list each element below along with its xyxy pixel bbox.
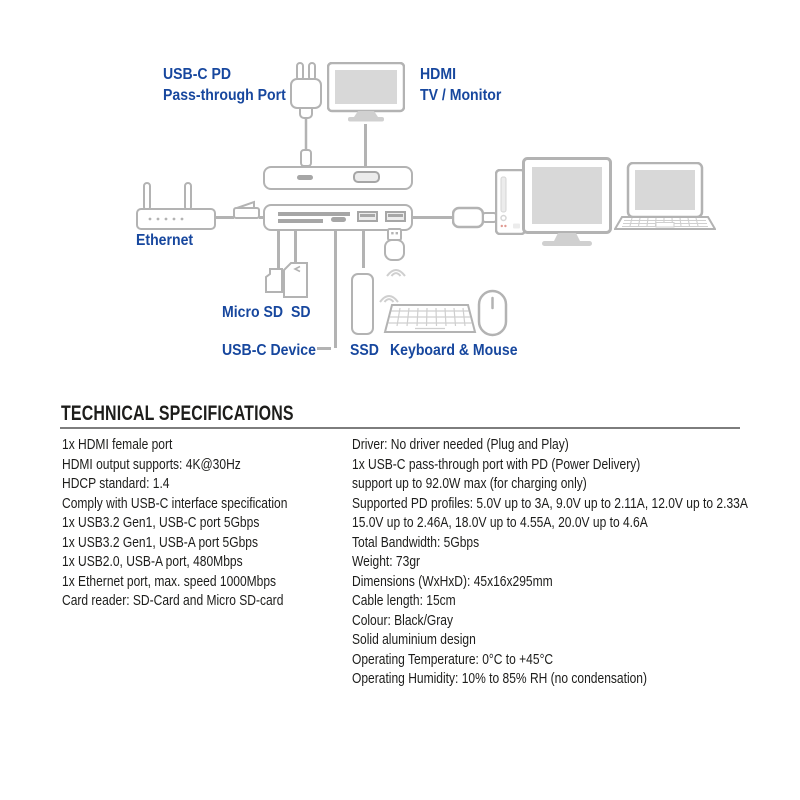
ssd-line: [362, 231, 365, 268]
specs-right-column: [352, 436, 800, 690]
micro-sd-label: Micro SD: [222, 304, 284, 321]
power-adapter-icon: [288, 62, 324, 168]
usb-dongle-icon: [383, 228, 407, 262]
spec-line: Operating Temperature: 0°C to +45°C: [352, 651, 554, 668]
spec-line: 15.0V up to 2.46A, 18.0V up to 4.55A, 20.0V up to 4.6A: [352, 515, 648, 531]
mouse-icon: [477, 289, 509, 337]
spec-line: HDCP standard: 1.4: [62, 476, 170, 492]
technical-specifications: [0, 395, 800, 800]
usb-c-plug-icon: [452, 206, 498, 230]
router-icon: [136, 181, 218, 231]
spec-line: Card reader: SD-Card and Micro SD-card: [62, 593, 284, 609]
specs-divider: [60, 427, 740, 429]
usbc-pd-label: [163, 64, 286, 106]
spec-line: Operating Humidity: 10% to 85% RH (no condensation): [352, 671, 648, 687]
tv-to-dock-cable: [364, 124, 367, 166]
specs-left-column: [62, 436, 377, 612]
dock-top-view: [263, 166, 413, 190]
card-labels: [222, 302, 311, 323]
spec-line: Cable length: 15cm: [352, 593, 456, 609]
spec-line: Supported PD profiles: 5.0V up to 3A, 9.0V up to 2.11A, 12.0V up to 2.33A: [352, 495, 748, 512]
micro-sd-line: [277, 231, 280, 268]
keyboard-mouse-label: Keyboard & Mouse: [390, 342, 518, 359]
ssd-icon: [351, 273, 374, 335]
spec-line: Total Bandwidth: 5Gbps: [352, 534, 480, 551]
host-cable: [412, 216, 453, 219]
spec-line: Driver: No driver needed (Plug and Play): [352, 437, 569, 453]
sd-line: [294, 231, 297, 262]
spec-line: Weight: 73gr: [352, 554, 421, 570]
tv-monitor-icon: [327, 62, 405, 122]
ssd-label: SSD: [350, 342, 379, 359]
usbc-device-line: [334, 231, 337, 348]
usbc-pd-label-line1: USB-C PD: [163, 66, 232, 83]
laptop-icon: [614, 162, 716, 236]
front-usbc-port-icon: [331, 217, 346, 222]
usb-a-port-2-icon: [385, 211, 406, 222]
wireless-waves-icon: [384, 264, 408, 278]
desktop-monitor-icon: [522, 157, 614, 247]
spec-line: 1x HDMI female port: [62, 437, 173, 453]
ethernet-cable: [215, 216, 234, 219]
dock-hdmi-port-icon: [353, 171, 380, 183]
spec-line: Colour: Black/Gray: [352, 612, 454, 629]
sd-label: SD: [290, 304, 311, 321]
wireless-waves-2-icon: [377, 290, 401, 304]
sd-card-icon: [283, 262, 308, 298]
micro-sd-card-icon: [265, 268, 283, 293]
micro-sd-slot-icon: [278, 219, 323, 223]
usb-a-port-icon: [357, 211, 378, 222]
spec-line: 1x USB2.0, USB-A port, 480Mbps: [62, 554, 243, 570]
usbc-device-label: USB-C Device: [222, 342, 316, 359]
rj45-connector-icon: [233, 200, 261, 220]
keyboard-icon: [383, 303, 477, 335]
spec-line: 1x USB-C pass-through port with PD (Power Delivery): [352, 456, 641, 473]
hdmi-label-line1: HDMI: [420, 66, 456, 83]
specs-title: TECHNICAL SPECIFICATIONS: [61, 402, 294, 425]
hdmi-label: [420, 64, 501, 106]
hdmi-label-line2: TV / Monitor: [420, 87, 502, 104]
spec-line: Dimensions (WxHxD): 45x16x295mm: [352, 573, 553, 590]
connectivity-diagram: [0, 0, 800, 380]
usbc-device-dash: [317, 347, 331, 350]
usbc-pd-label-line2: Pass-through Port: [163, 87, 286, 104]
dock-usbc-port-icon: [297, 175, 313, 180]
dock-front-view: [263, 204, 413, 231]
spec-line: 1x USB3.2 Gen1, USB-A port 5Gbps: [62, 534, 259, 551]
ethernet-label: Ethernet: [136, 232, 194, 249]
spec-line: HDMI output supports: 4K@30Hz: [62, 456, 241, 473]
spec-line: 1x Ethernet port, max. speed 1000Mbps: [62, 573, 277, 590]
spec-line: support up to 92.0W max (for charging only): [352, 476, 587, 492]
spec-line: Solid aluminium design: [352, 632, 476, 648]
spec-line: Comply with USB-C interface specification: [62, 495, 288, 512]
spec-line: 1x USB3.2 Gen1, USB-C port 5Gbps: [62, 515, 260, 531]
sd-slot-icon: [278, 212, 350, 216]
